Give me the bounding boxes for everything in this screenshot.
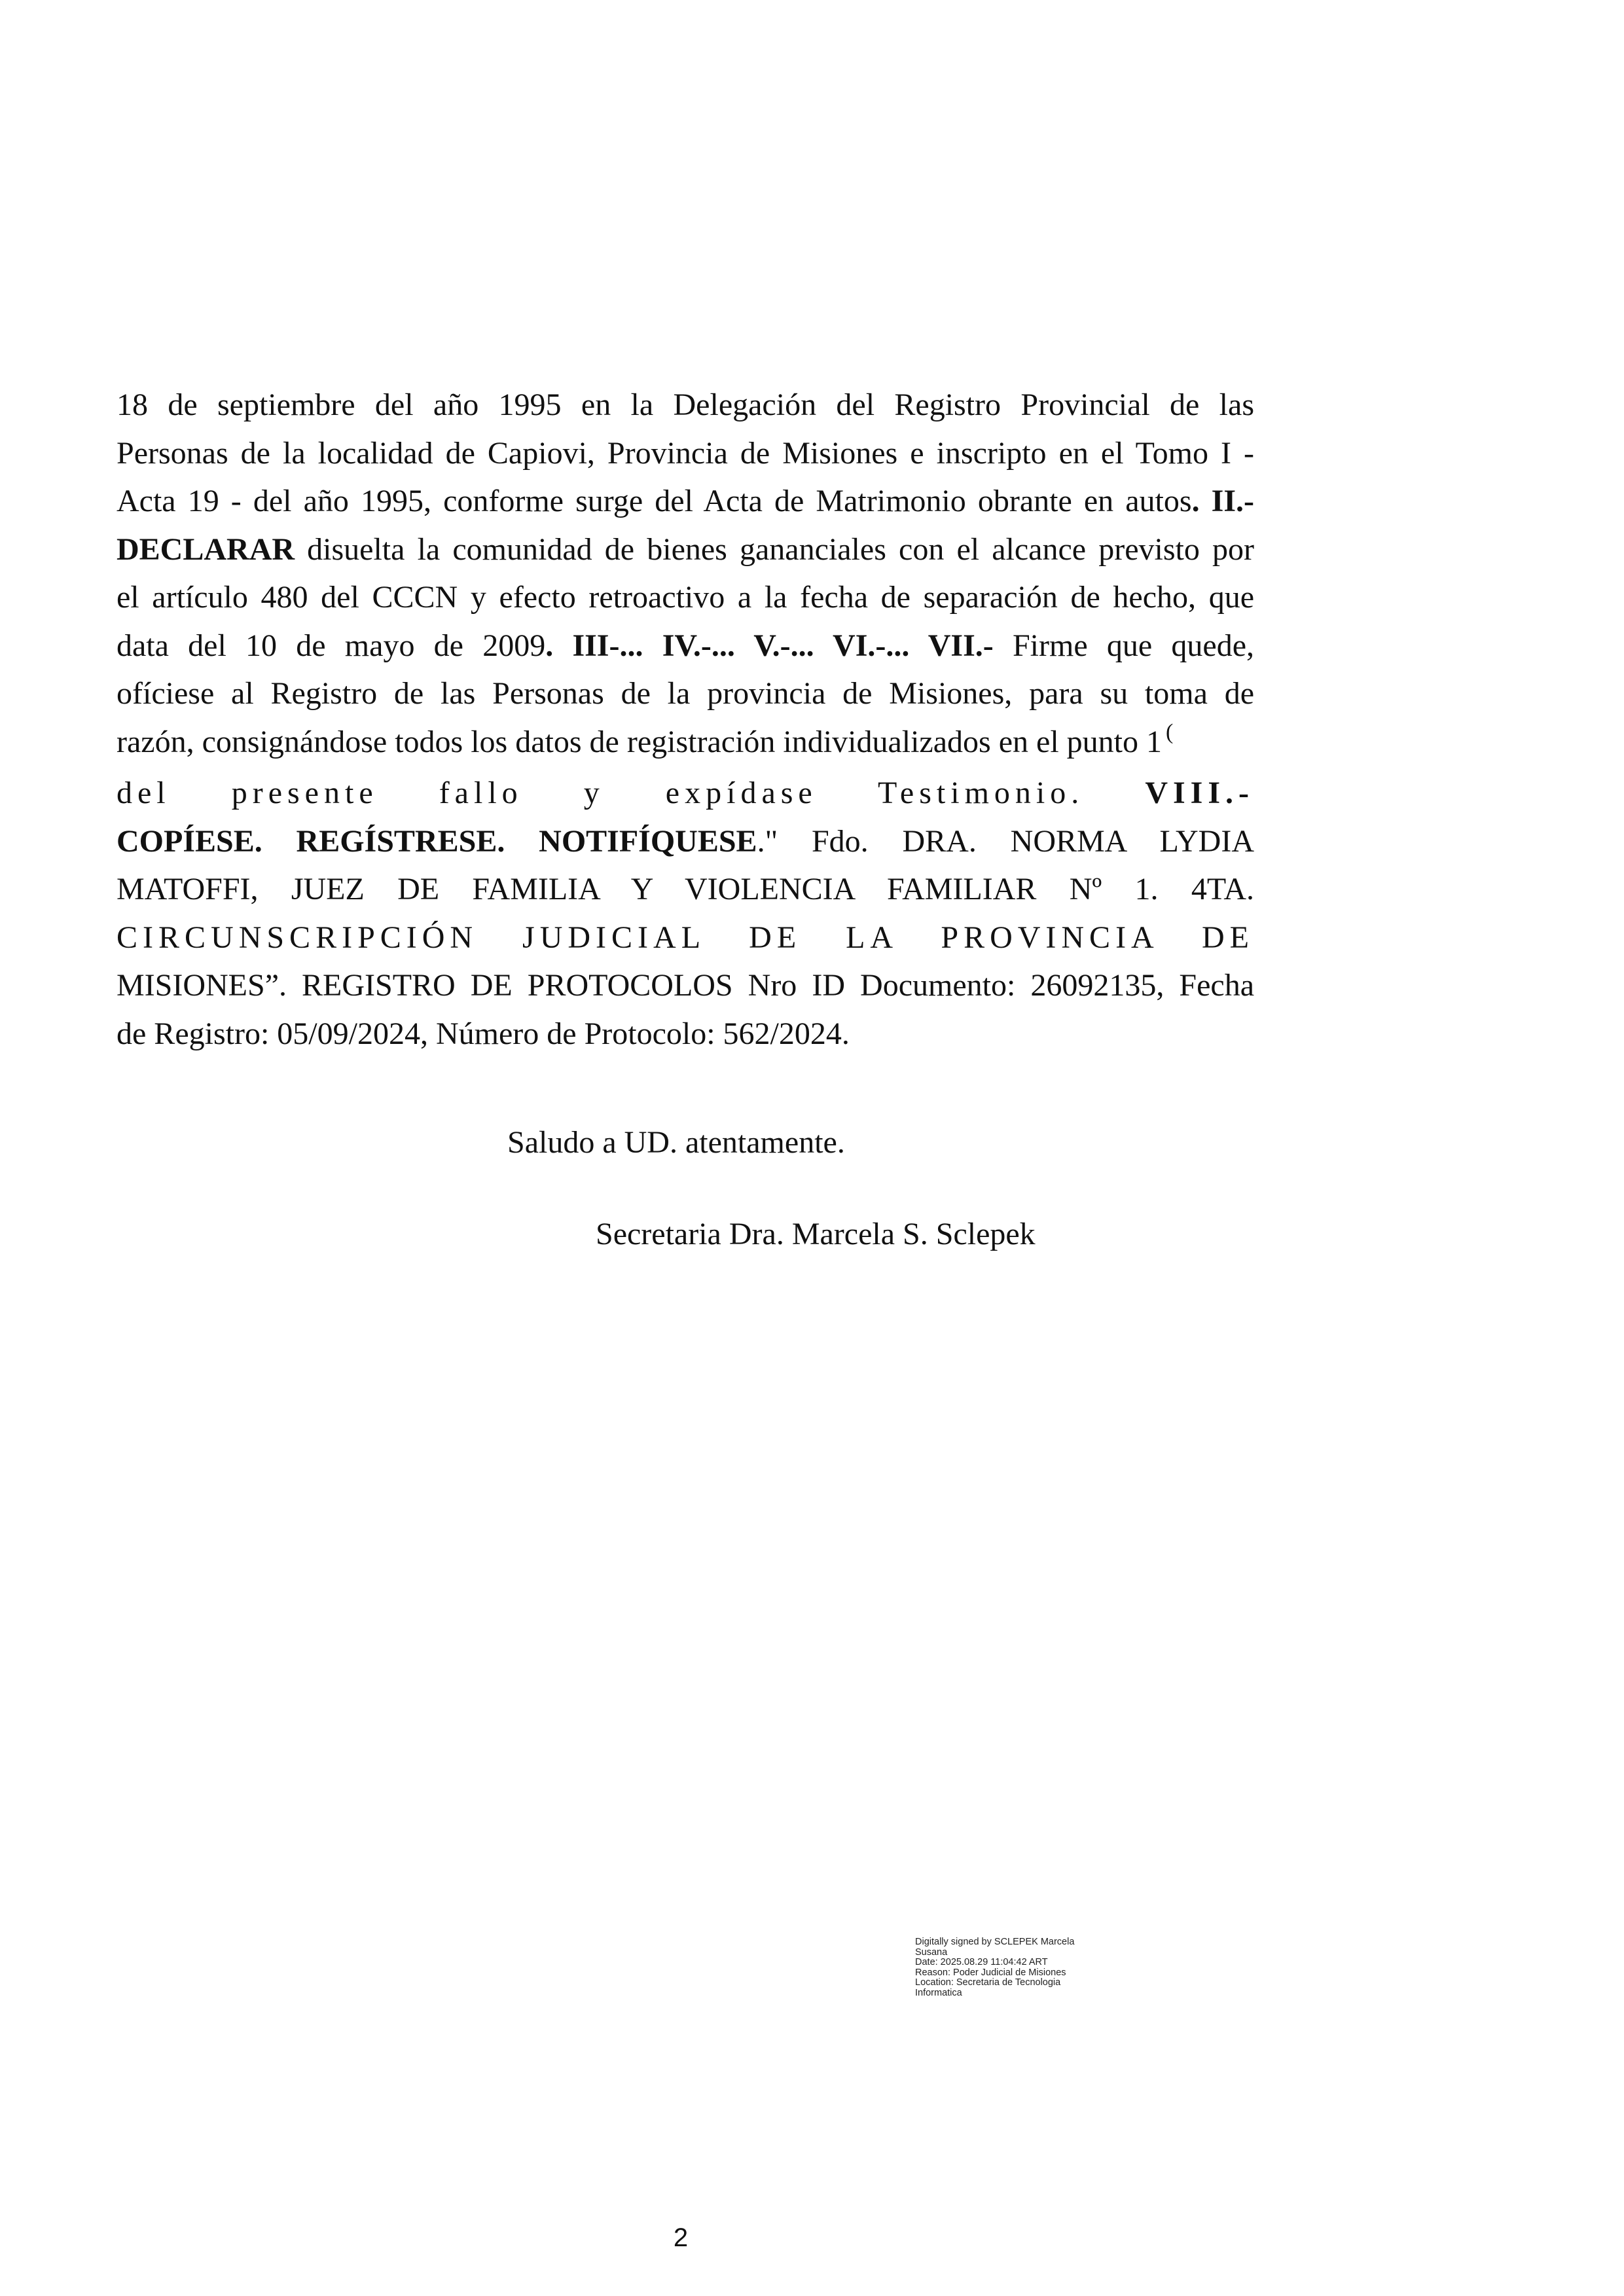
body-line: Personas de la localidad de Capiovi, Provincia de Misiones e inscripto en el Tomo I - [117, 435, 1254, 471]
body-line: DECLARAR disuelta la comunidad de bienes gananciales con el alcance previsto por [117, 531, 1254, 567]
body-line: 18 de septiembre del año 1995 en la Delegación del Registro Provincial de las [117, 387, 1254, 422]
body-line: COPÍESE. REGÍSTRESE. NOTIFÍQUESE." Fdo. DRA. NORMA LYDIA [117, 823, 1254, 859]
signature-line: Location: Secretaria de Tecnologia [915, 1977, 1061, 1988]
body-line: ofíciese al Registro de las Personas de la provincia de Misiones, para su toma de [117, 676, 1254, 711]
body-line: el artículo 480 del CCCN y efecto retroactivo a la fecha de separación de hecho, que [117, 580, 1254, 615]
body-line: CIRCUNSCRIPCIÓN JUDICIAL DE LA PROVINCIA DE [117, 920, 1254, 955]
body-line: data del 10 de mayo de 2009. III-... IV.-... V.-... VI.-... VII.- Firme que quede, [117, 628, 1254, 663]
body-line: razón, consignándose todos los datos de registración individualizados en el punto 1 ( [117, 719, 1174, 759]
body-line: MATOFFI, JUEZ DE FAMILIA Y VIOLENCIA FAMILIAR Nº 1. 4TA. [117, 872, 1254, 906]
signature-line: Date: 2025.08.29 11:04:42 ART [915, 1957, 1048, 1967]
secretary-signature-line: Secretaria Dra. Marcela S. Sclepek [596, 1217, 1036, 1251]
body-paragraph [117, 381, 1254, 1058]
signature-line: Susana [915, 1946, 948, 1958]
signature-line: Digitally signed by SCLEPEK Marcela [915, 1937, 1075, 1947]
digital-signature-block [915, 1937, 1125, 1998]
body-line: del presente fallo y expídase Testimonio. VIII.- [117, 776, 1255, 810]
body-line: de Registro: 05/09/2024, Número de Protocolo: 562/2024. [117, 1016, 850, 1051]
body-line: MISIONES”. REGISTRO DE PROTOCOLOS Nro ID Documento: 26092135, Fecha [117, 968, 1254, 1003]
body-line: Acta 19 - del año 1995, conforme surge del Acta de Matrimonio obrante en autos. II.- [117, 484, 1255, 518]
closing-salutation: Saludo a UD. atentamente. [507, 1125, 845, 1160]
signature-line: Informatica [915, 1987, 962, 1998]
signature-line: Reason: Poder Judicial de Misiones [915, 1967, 1066, 1978]
page-number: 2 [673, 2223, 689, 2252]
